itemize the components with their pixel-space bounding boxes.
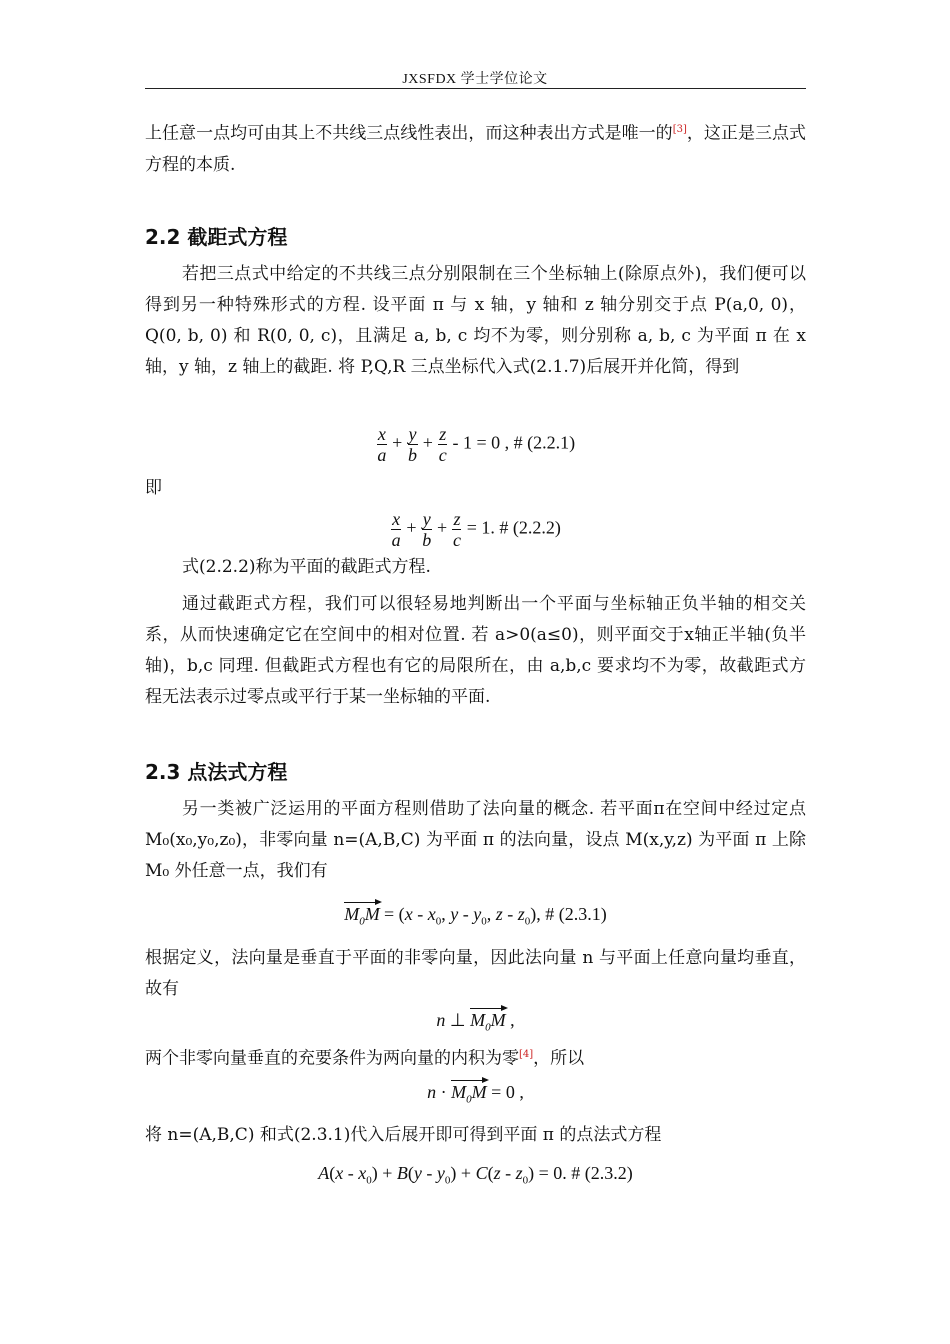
citation-ref[interactable]: [3] [672,124,687,135]
paragraph-text: ，所以 [533,1048,585,1069]
paragraph-ji: 即 [145,478,162,498]
paragraph-intercept-def: 式(2.2.2)称为平面的截距式方程. [182,557,431,577]
equation-2-2-1: $\frac{x}{a}$ + $\frac{y}{b}$ + $\frac{z}{c}$ - 1 = 0 , # (2.2.1) [377,424,576,465]
header-rule [145,88,806,89]
fraction: $\frac{x}{a}$ [391,509,401,550]
paragraph-substitute: 将 n=(A,B,C) 和式(2.3.1)代入后展开即可得到平面 π 的点法式方程 [145,1125,662,1145]
equation-2-2-2: $\frac{x}{a}$ + $\frac{y}{b}$ + $\frac{z}{c}$ = 1. # (2.2.2) [391,509,561,550]
equation-2-3-1: $M_0M = (x - x_0$, y - $y_0$, z - $z_0$), # (2.3.1) [344,904,607,928]
citation-ref[interactable]: [4] [519,1049,534,1060]
fraction: $\frac{z}{c}$ [452,509,461,550]
equation-2-3-2: $A(x - x_0) + B(y - y_0) + C(z - z_0) = 0$. # (2.3.2) [318,1163,633,1187]
page-header: JXSFDX 学士学位论文 [402,72,548,87]
fraction: $\frac{x}{a}$ [377,424,387,465]
paragraph-pointnormal-intro: 另一类被广泛运用的平面方程则借助了法向量的概念. 若平面π在空间中经过定点 M₀(x₀,y₀,z₀)，非零向量 n=(A,B,C) 为平面 π 的法向量，设点 M(x,y,z) 为平面 π 上除 M₀ 外任意一点，我们有 [145,799,806,881]
paragraph-intercept-discussion: 通过截距式方程，我们可以很轻易地判断出一个平面与坐标轴正负半轴的相交关系，从而快速确定它在空间中的相对位置. 若 a>0(a≤0)，则平面交于x轴正半轴(负半轴)，b,c 同理. 但截距式方程也有它的局限所在，由 a,b,c 要求均不为零，故截距式方程无法表示过零点或平行于某一坐标轴的平面. [145,594,806,707]
section-heading-2-2: 2.2 截距式方程 [145,225,288,249]
equation-dot-product: $n \cdot M_0M = 0$ , [427,1082,524,1106]
section-heading-2-3: 2.3 点法式方程 [145,760,288,784]
equation-perpendicular: n ⊥ $M_0M$ , [436,1010,515,1034]
paragraph-text: ，这正是三点式方程的本质. [145,123,807,175]
paragraph-normal-def: 根据定义，法向量是垂直于平面的非零向量，因此法向量 n 与平面上任意向量均垂直，故有 [145,948,806,999]
fraction: $\frac{z}{c}$ [438,424,447,465]
paragraph-continuation [145,114,806,181]
paragraph-inner-product [145,1039,806,1075]
fraction: $\frac{y}{b}$ [422,509,432,550]
paragraph-text: 上任意一点均可由其上不共线三点线性表出，而这种表出方式是唯一的 [145,123,673,144]
paragraph-intercept-intro: 若把三点式中给定的不共线三点分别限制在三个坐标轴上(除原点外)，我们便可以得到另一种特殊形式的方程. 设平面 π 与 x 轴，y 轴和 z 轴分别交于点 P(a,0, 0)， Q(0, b, 0) 和 R(0, 0, c)，且满足 a, b, c 均不为零，则分别称 a, b, c 为平面 π 在 x 轴，y 轴，z 轴上的截距. 将 P,Q,R 三点坐标代入式(2.1.7)后展开并化简，得到 [145,264,806,377]
paragraph-text: 两个非零向量垂直的充要条件为两向量的内积为零 [145,1048,519,1069]
fraction: $\frac{y}{b}$ [408,424,418,465]
